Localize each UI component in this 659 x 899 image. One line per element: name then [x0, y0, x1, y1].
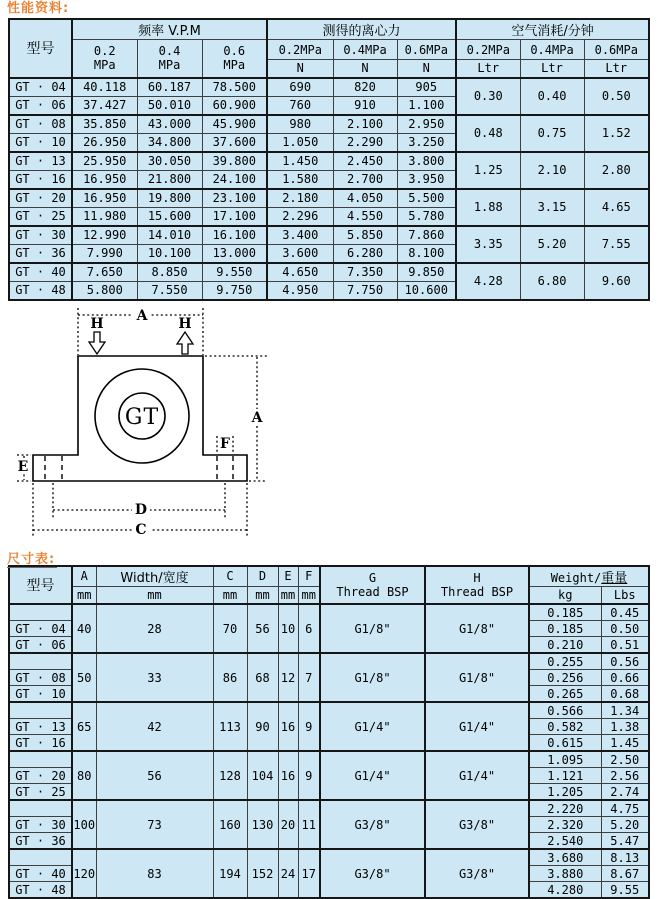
force-value-cell: 5.500	[397, 189, 456, 208]
dimension-value-cell: 9	[298, 751, 320, 800]
frequency-value-cell: 78.500	[202, 78, 267, 97]
dimension-value-cell: 104	[247, 751, 278, 800]
weight-kg-cell: 3.880	[529, 866, 601, 882]
weight-lbs-cell: 8.13	[601, 849, 649, 866]
model-cell: GT · 20	[9, 768, 72, 784]
force-value-cell: 3.400	[267, 226, 333, 245]
weight-lbs-cell: 2.74	[601, 784, 649, 801]
dimension-value-cell: 33	[96, 653, 213, 702]
force-value-cell: 2.290	[333, 133, 397, 152]
dimension-value-cell: G1/4"	[425, 751, 529, 800]
dim-table-row	[9, 849, 649, 866]
weight-lbs-cell: 2.56	[601, 768, 649, 784]
weight-kg-cell: 0.265	[529, 686, 601, 703]
model-cell: GT · 13	[9, 719, 72, 735]
force-value-cell: 4.550	[333, 207, 397, 226]
air-unit-header: Ltr	[584, 60, 649, 78]
weight-lbs-cell: 1.38	[601, 719, 649, 735]
dimension-value-cell: 100	[72, 800, 96, 849]
frequency-value-cell: 60.900	[202, 96, 267, 115]
air-consumption-cell: 7.55	[584, 226, 649, 263]
air-consumption-cell: 1.52	[584, 115, 649, 152]
dim-col-f-header: F	[298, 566, 320, 587]
frequency-value-cell: 11.980	[72, 207, 137, 226]
dim-col-e-header: E	[278, 566, 298, 587]
frequency-value-cell: 24.100	[202, 170, 267, 189]
weight-kg-cell: 0.185	[529, 621, 601, 637]
model-cell: GT · 08	[9, 670, 72, 686]
air-consumption-cell: 1.25	[456, 152, 520, 189]
force-value-cell: 3.800	[397, 152, 456, 171]
perf-table-row	[9, 78, 649, 97]
force-value-cell: 4.050	[333, 189, 397, 208]
dimension-value-cell: G1/4"	[320, 702, 425, 751]
force-unit-header: N	[333, 60, 397, 78]
frequency-value-cell: 7.990	[72, 244, 137, 263]
air-unit-header: Ltr	[520, 60, 584, 78]
frequency-value-cell: 43.000	[137, 115, 202, 134]
air-consumption-cell: 5.20	[520, 226, 584, 263]
model-cell: GT · 16	[9, 735, 72, 752]
perf-force-pressure-header: 0.2MPa	[267, 40, 333, 60]
weight-lbs-cell: 4.75	[601, 800, 649, 817]
force-value-cell: 3.600	[267, 244, 333, 263]
dimension-value-cell: 90	[247, 702, 278, 751]
frequency-value-cell: 16.100	[202, 226, 267, 245]
model-cell: GT · 48	[9, 882, 72, 899]
dim-col-c-header: C	[213, 566, 247, 587]
weight-lbs-cell: 1.34	[601, 702, 649, 719]
dimension-value-cell: G1/8"	[320, 604, 425, 653]
dimension-value-cell: G3/8"	[320, 849, 425, 898]
weight-lbs-cell: 0.68	[601, 686, 649, 703]
weight-lbs-cell: 5.20	[601, 817, 649, 833]
weight-kg-cell: 1.205	[529, 784, 601, 801]
weight-kg-cell: 2.220	[529, 800, 601, 817]
thread-spec: Thread BSP	[426, 585, 528, 599]
frequency-value-cell: 10.100	[137, 244, 202, 263]
force-value-cell: 980	[267, 115, 333, 134]
model-cell: GT · 06	[9, 96, 72, 115]
arrow-down-icon	[89, 332, 105, 354]
force-value-cell: 10.600	[397, 281, 456, 300]
dimension-value-cell: 83	[96, 849, 213, 898]
thread-letter: G	[321, 571, 424, 585]
model-cell: GT · 36	[9, 244, 72, 263]
dimension-value-cell: 6	[298, 604, 320, 653]
dimension-value-cell: 65	[72, 702, 96, 751]
force-value-cell: 2.950	[397, 115, 456, 134]
weight-label-latin: Weight/	[551, 571, 602, 585]
frequency-value-cell: 60.187	[137, 78, 202, 97]
model-cell: GT · 40	[9, 263, 72, 282]
frequency-value-cell: 34.800	[137, 133, 202, 152]
frequency-value-cell: 19.800	[137, 189, 202, 208]
frequency-value-cell: 35.850	[72, 115, 137, 134]
model-cell: GT · 04	[9, 621, 72, 637]
model-cell: GT · 25	[9, 207, 72, 226]
dimension-value-cell: G3/8"	[425, 800, 529, 849]
pressure-value: 0.4	[138, 44, 202, 58]
dimension-value-cell: 68	[247, 653, 278, 702]
dimension-value-cell: 128	[213, 751, 247, 800]
dimension-value-cell: 16	[278, 751, 298, 800]
dimension-value-cell: 160	[213, 800, 247, 849]
model-cell: GT · 36	[9, 833, 72, 850]
air-consumption-cell: 0.75	[520, 115, 584, 152]
model-cell: GT · 25	[9, 784, 72, 801]
mm-unit-header: mm	[96, 586, 213, 604]
force-value-cell: 1.450	[267, 152, 333, 171]
weight-kg-cell: 0.566	[529, 702, 601, 719]
force-value-cell: 2.296	[267, 207, 333, 226]
air-consumption-cell: 3.35	[456, 226, 520, 263]
model-cell: GT · 40	[9, 866, 72, 882]
dimension-value-cell: 50	[72, 653, 96, 702]
dimension-value-cell: 120	[72, 849, 96, 898]
mm-unit-header: mm	[298, 586, 320, 604]
air-unit-header: Ltr	[456, 60, 520, 78]
dim-header-row-1	[9, 566, 649, 587]
pressure-unit: MPa	[203, 58, 267, 72]
weight-kg-cell: 0.210	[529, 637, 601, 654]
model-spacer-cell	[9, 653, 72, 670]
weight-kg-cell: 3.680	[529, 849, 601, 866]
dim-label-h-left: H	[90, 316, 103, 332]
perf-air-section-header: 空气消耗/分钟	[456, 19, 649, 40]
perf-model-column-header: 型号	[9, 19, 72, 78]
performance-table	[8, 18, 650, 301]
perf-freq-pressure-header	[202, 40, 267, 78]
perf-header-row-sections	[9, 19, 649, 40]
air-consumption-cell: 2.10	[520, 152, 584, 189]
dimension-value-cell: G1/8"	[320, 653, 425, 702]
dimension-value-cell: G1/8"	[425, 604, 529, 653]
dimension-value-cell: G1/4"	[320, 751, 425, 800]
model-cell: GT · 10	[9, 133, 72, 152]
dimension-value-cell: 11	[298, 800, 320, 849]
model-spacer-cell	[9, 800, 72, 817]
dimension-value-cell: 56	[247, 604, 278, 653]
dim-label-base-width: C	[135, 522, 146, 538]
dim-table-row	[9, 800, 649, 817]
dimensions-heading-wrap	[7, 548, 659, 563]
perf-table-row	[9, 189, 649, 208]
dimension-value-cell: 17	[298, 849, 320, 898]
force-value-cell: 4.650	[267, 263, 333, 282]
dim-col-d-header: D	[247, 566, 278, 587]
mm-unit-header: mm	[72, 586, 96, 604]
dimension-value-cell: 10	[278, 604, 298, 653]
frequency-value-cell: 25.950	[72, 152, 137, 171]
air-consumption-cell: 0.50	[584, 78, 649, 115]
pressure-value: 0.6	[203, 44, 267, 58]
frequency-value-cell: 37.600	[202, 133, 267, 152]
dimension-value-cell: 113	[213, 702, 247, 751]
weight-kg-cell: 2.320	[529, 817, 601, 833]
dimension-value-cell: 194	[213, 849, 247, 898]
force-value-cell: 1.050	[267, 133, 333, 152]
frequency-value-cell: 9.550	[202, 263, 267, 282]
perf-freq-pressure-header	[137, 40, 202, 78]
weight-lbs-cell: 0.50	[601, 621, 649, 637]
perf-force-section-header: 测得的离心力	[267, 19, 456, 40]
force-value-cell: 1.580	[267, 170, 333, 189]
perf-table-row	[9, 115, 649, 134]
air-consumption-cell: 4.28	[456, 263, 520, 300]
frequency-value-cell: 5.800	[72, 281, 137, 300]
model-cell: GT · 04	[9, 78, 72, 97]
dimension-value-cell: 70	[213, 604, 247, 653]
dimension-value-cell: 24	[278, 849, 298, 898]
air-consumption-cell: 4.65	[584, 189, 649, 226]
weight-kg-cell: 0.185	[529, 604, 601, 621]
lbs-unit-header: Lbs	[601, 586, 649, 604]
gt-body-label: GT	[125, 405, 159, 430]
model-spacer-cell	[9, 702, 72, 719]
dimension-value-cell: G1/4"	[425, 702, 529, 751]
force-value-cell: 760	[267, 96, 333, 115]
force-value-cell: 690	[267, 78, 333, 97]
weight-kg-cell: 0.256	[529, 670, 601, 686]
force-value-cell: 910	[333, 96, 397, 115]
model-cell: GT · 06	[9, 637, 72, 654]
force-value-cell: 9.850	[397, 263, 456, 282]
dimension-value-cell: 152	[247, 849, 278, 898]
model-cell: GT · 13	[9, 152, 72, 171]
frequency-value-cell: 13.000	[202, 244, 267, 263]
dimension-value-cell: 9	[298, 702, 320, 751]
frequency-value-cell: 12.990	[72, 226, 137, 245]
frequency-value-cell: 16.950	[72, 189, 137, 208]
model-cell: GT · 20	[9, 189, 72, 208]
dim-col-h-header	[425, 566, 529, 605]
model-cell: GT · 30	[9, 226, 72, 245]
perf-freq-pressure-header	[72, 40, 137, 78]
perf-frequency-section-header: 频率 V.P.M	[72, 19, 267, 40]
weight-lbs-cell: 0.66	[601, 670, 649, 686]
force-value-cell: 1.100	[397, 96, 456, 115]
dimensions-section-heading: 尺寸表:	[7, 552, 57, 568]
perf-force-pressure-header: 0.4MPa	[333, 40, 397, 60]
dim-label-width-top: A	[136, 308, 149, 324]
weight-lbs-cell: 0.45	[601, 604, 649, 621]
weight-lbs-cell: 1.45	[601, 735, 649, 752]
air-consumption-cell: 9.60	[584, 263, 649, 300]
dim-col-g-header	[320, 566, 425, 605]
weight-kg-cell: 0.582	[529, 719, 601, 735]
kg-unit-header: kg	[529, 586, 601, 604]
air-consumption-cell: 0.40	[520, 78, 584, 115]
weight-kg-cell: 0.255	[529, 653, 601, 670]
force-value-cell: 5.780	[397, 207, 456, 226]
dimension-value-cell: 130	[247, 800, 278, 849]
force-value-cell: 3.250	[397, 133, 456, 152]
dimension-value-cell: G1/8"	[425, 653, 529, 702]
vibrator-dimension-diagram	[15, 306, 315, 546]
force-value-cell: 2.180	[267, 189, 333, 208]
weight-kg-cell: 2.540	[529, 833, 601, 850]
dimension-value-cell: 7	[298, 653, 320, 702]
perf-air-pressure-header: 0.2MPa	[456, 40, 520, 60]
mounting-slots	[45, 456, 233, 480]
force-value-cell: 5.850	[333, 226, 397, 245]
dim-table-row	[9, 702, 649, 719]
dim-label-h-right: H	[178, 316, 191, 332]
frequency-value-cell: 30.050	[137, 152, 202, 171]
weight-lbs-cell: 0.51	[601, 637, 649, 654]
force-unit-header: N	[267, 60, 333, 78]
perf-table-row	[9, 152, 649, 171]
weight-lbs-cell: 9.55	[601, 882, 649, 899]
perf-air-pressure-header: 0.4MPa	[520, 40, 584, 60]
weight-lbs-cell: 2.50	[601, 751, 649, 768]
frequency-value-cell: 14.010	[137, 226, 202, 245]
force-value-cell: 2.450	[333, 152, 397, 171]
dimension-value-cell: 86	[213, 653, 247, 702]
dimension-table	[8, 565, 650, 899]
perf-table-row	[9, 226, 649, 245]
pressure-unit: MPa	[73, 58, 137, 72]
mm-unit-header: mm	[213, 586, 247, 604]
perf-air-pressure-header: 0.6MPa	[584, 40, 649, 60]
frequency-value-cell: 7.650	[72, 263, 137, 282]
dim-table-row	[9, 751, 649, 768]
thread-letter: H	[426, 571, 528, 585]
force-unit-header: N	[397, 60, 456, 78]
model-cell: GT · 08	[9, 115, 72, 134]
force-value-cell: 2.100	[333, 115, 397, 134]
dim-table-row	[9, 653, 649, 670]
dimension-value-cell: 73	[96, 800, 213, 849]
weight-kg-cell: 0.615	[529, 735, 601, 752]
weight-kg-cell: 1.121	[529, 768, 601, 784]
dimension-value-cell: 40	[72, 604, 96, 653]
weight-lbs-cell: 5.47	[601, 833, 649, 850]
dim-col-width-header: Width/宽度	[96, 566, 213, 587]
force-value-cell: 6.280	[333, 244, 397, 263]
frequency-value-cell: 40.118	[72, 78, 137, 97]
frequency-value-cell: 7.550	[137, 281, 202, 300]
dimension-value-cell: 56	[96, 751, 213, 800]
air-consumption-cell: 2.80	[584, 152, 649, 189]
perf-header-row-pressures	[9, 40, 649, 60]
frequency-value-cell: 50.010	[137, 96, 202, 115]
perf-force-pressure-header: 0.6MPa	[397, 40, 456, 60]
dimension-value-cell: 42	[96, 702, 213, 751]
thread-spec: Thread BSP	[321, 585, 424, 599]
model-cell: GT · 10	[9, 686, 72, 703]
dim-table-row	[9, 604, 649, 621]
force-value-cell: 905	[397, 78, 456, 97]
mm-unit-header: mm	[247, 586, 278, 604]
performance-section-heading: 性能资料:	[7, 1, 659, 16]
frequency-value-cell: 21.800	[137, 170, 202, 189]
air-consumption-cell: 0.48	[456, 115, 520, 152]
air-consumption-cell: 0.30	[456, 78, 520, 115]
dimension-value-cell: 28	[96, 604, 213, 653]
weight-kg-cell: 4.280	[529, 882, 601, 899]
force-value-cell: 7.750	[333, 281, 397, 300]
frequency-value-cell: 39.800	[202, 152, 267, 171]
dim-label-slot-width: F	[220, 436, 230, 452]
dim-label-height-right: A	[251, 410, 264, 426]
dimension-value-cell: 80	[72, 751, 96, 800]
frequency-value-cell: 16.950	[72, 170, 137, 189]
force-value-cell: 7.860	[397, 226, 456, 245]
pressure-value: 0.2	[73, 44, 137, 58]
frequency-value-cell: 15.600	[137, 207, 202, 226]
force-value-cell: 820	[333, 78, 397, 97]
weight-label-cjk: 重量	[601, 571, 627, 586]
arrow-up-icon	[177, 332, 193, 354]
frequency-value-cell: 23.100	[202, 189, 267, 208]
weight-lbs-cell: 8.67	[601, 866, 649, 882]
dim-label-flange-height: E	[18, 459, 29, 475]
model-spacer-cell	[9, 849, 72, 866]
frequency-value-cell: 37.427	[72, 96, 137, 115]
air-consumption-cell: 3.15	[520, 189, 584, 226]
weight-kg-cell: 1.095	[529, 751, 601, 768]
frequency-value-cell: 9.750	[202, 281, 267, 300]
frequency-value-cell: 26.950	[72, 133, 137, 152]
dimension-value-cell: G3/8"	[425, 849, 529, 898]
model-cell: GT · 48	[9, 281, 72, 300]
dimension-value-cell: 16	[278, 702, 298, 751]
dimension-value-cell: 20	[278, 800, 298, 849]
dim-model-column-header: 型号	[9, 566, 72, 605]
model-cell: GT · 16	[9, 170, 72, 189]
air-consumption-cell: 1.88	[456, 189, 520, 226]
weight-section-header	[529, 566, 649, 587]
dim-label-bolt-spacing: D	[135, 502, 147, 518]
weight-lbs-cell: 0.56	[601, 653, 649, 670]
pressure-unit: MPa	[138, 58, 202, 72]
frequency-value-cell: 45.900	[202, 115, 267, 134]
force-value-cell: 7.350	[333, 263, 397, 282]
dimension-value-cell: 12	[278, 653, 298, 702]
model-cell: GT · 30	[9, 817, 72, 833]
model-spacer-cell	[9, 604, 72, 621]
force-value-cell: 3.950	[397, 170, 456, 189]
dimension-value-cell: G3/8"	[320, 800, 425, 849]
model-spacer-cell	[9, 751, 72, 768]
mm-unit-header: mm	[278, 586, 298, 604]
perf-table-row	[9, 263, 649, 282]
force-value-cell: 4.950	[267, 281, 333, 300]
force-value-cell: 8.100	[397, 244, 456, 263]
dim-col-a-header: A	[72, 566, 96, 587]
frequency-value-cell: 17.100	[202, 207, 267, 226]
air-consumption-cell: 6.80	[520, 263, 584, 300]
frequency-value-cell: 8.850	[137, 263, 202, 282]
force-value-cell: 2.700	[333, 170, 397, 189]
